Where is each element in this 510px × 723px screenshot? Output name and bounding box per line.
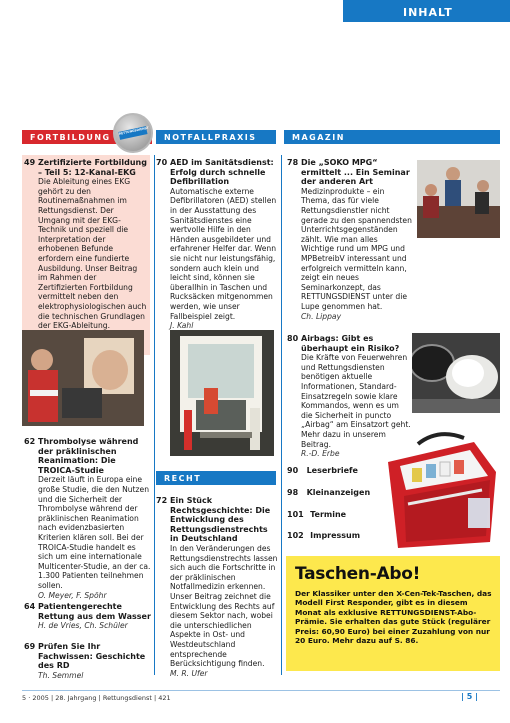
section-label-fortbildung: FORTBILDUNG (22, 130, 152, 144)
toc-entry-101[interactable] (287, 510, 387, 520)
page-number: 78 (287, 158, 299, 167)
page-number: 101 (287, 510, 304, 519)
toc-entry-64[interactable] (24, 602, 152, 631)
ekg-photo-art (22, 330, 144, 426)
entry-author: M. R. Ufer (170, 668, 208, 678)
page-number: 64 (24, 602, 36, 611)
entry-title: Leserbriefe (306, 466, 358, 475)
toc-entry-72[interactable] (156, 496, 278, 678)
entry-author: Ch. Lippay (301, 311, 342, 321)
airbag-photo (412, 333, 500, 413)
entry-title: Die „SOKO MPG“ ermittelt ... Ein Seminar der anderen Art (301, 158, 410, 187)
entry-title: Patientengerechte Rettung aus dem Wasser (38, 602, 151, 621)
page-number: 90 (287, 466, 299, 475)
toc-entry-49[interactable] (24, 158, 148, 340)
page-number: 62 (24, 437, 36, 446)
entry-title: Termine (310, 510, 347, 519)
entry-title: Prüfen Sie Ihr Fachwissen: Geschichte des RD (38, 642, 146, 671)
entry-text: Medizinprodukte – ein Thema, das für viele Rettungsdienstler nicht gerade zu den spannendsten Unterrichtsgegenständen zählt. Wie man alles Wichtige rund um MPG und MPBetreibV interessant und erfolgreich vermitteln kann, zeigt ein neues Seminarkonzept, das RETTUNGSDIENST unter die Lupe genommen hat. (301, 186, 412, 311)
toc-entry-70[interactable] (156, 158, 278, 331)
section-label-recht: RECHT (156, 471, 276, 485)
abo-text: Der Klassiker unter den X-Cen-Tek-Taschen, das Modell First Responder, gibt es in diesem Monat als exklusive RETTUNGSDIENST-Abo-Prämie. Sie erhalten das gute Stück (regulärer Preis: 60,90 Euro) bei einer Zuzahlung von nur 20 Euro. Mehr dazu auf S. 86. (295, 589, 492, 646)
page-number: 49 (24, 158, 36, 167)
entry-title: Ein Stück Rechtsgeschichte: Die Entwicklung des Rettungsdienstrechts in Deutschland (170, 496, 271, 544)
footer-rule (22, 690, 500, 691)
ambulance-photo (170, 330, 274, 456)
red-bag-art (378, 432, 500, 552)
ekg-photo (22, 330, 144, 426)
toc-entry-98[interactable] (287, 488, 387, 498)
ambulance-photo-art (170, 330, 274, 456)
entry-author: R.-D. Erbe (301, 449, 340, 459)
entry-title: Zertifizierte Fortbildung – Teil 5: 12-Kanal-EKG (38, 158, 147, 177)
entry-author: O. Meyer, F. Spöhr (38, 590, 107, 600)
entry-title: Kleinanzeigen (306, 488, 371, 497)
page-number: 72 (156, 496, 168, 505)
entry-text: Derzeit läuft in Europa eine große Studie, die den Nutzen und die Sicherheit der Thrombolyse während der präklinischen Reanimation nach evidenzbasierten Kriterien klären soll. Bei der TROICA-Studie handelt es sich um eine internationale Multicenter-Studie, an der ca. 1.300 Patienten teilnehmen sollen. (38, 475, 151, 590)
inhalt-tab: INHALT (343, 0, 510, 22)
entry-text: In den Veränderungen des Rettungsdienstrechts lassen sich auch die Fortschritte in der präklinischen Notfallmedizin erkennen. Unser Beitrag zeichnet die Entwicklung des Rechts auf diesem Sektor nach, wobei die unterschiedlichen Aspekte in Ost- und Westdeutschland entsprechende Berücksichtigung finden. (170, 543, 278, 669)
toc-entry-90[interactable] (287, 466, 387, 476)
page-number: 70 (156, 158, 168, 167)
page-number: 80 (287, 334, 299, 343)
entry-title: AED im Sanitätsdienst: Erfolg durch schnelle Defibrillation (170, 158, 274, 187)
seal-label: RETTUNGSDIENST (118, 126, 147, 140)
rettungsdienst-seal (113, 113, 153, 153)
entry-author: H. de Vries, Ch. Schüler (38, 621, 128, 631)
entry-text: Die Kräfte von Feuerwehren und Rettungsdiensten benötigen aktuelle Informationen, Standard-Einsatzregeln sowie klare Kommandos, wenn es um die Sicherheit in puncto „Airbag“ am Einsatzort geht. Mehr dazu in unserem Beitrag. (301, 353, 411, 449)
airbag-photo-art (412, 333, 500, 413)
page-number: 102 (287, 531, 304, 540)
red-bag-photo (378, 432, 500, 552)
entry-title: Airbags: Gibt es überhaupt ein Risiko? (301, 334, 400, 353)
section-label-notfallpraxis: NOTFALLPRAXIS (156, 130, 276, 144)
footer-issue-info: 5 · 2005 | 28. Jahrgang | Rettungsdienst | 421 (22, 694, 171, 702)
entry-title: Impressum (310, 531, 361, 540)
toc-entry-69[interactable] (24, 642, 152, 680)
abo-promo-box[interactable] (286, 556, 500, 671)
entry-text: Die Ableitung eines EKG gehört zu den Routinemaßnahmen im Rettungsdienst. Der Umgang mit der EKG-Technik und speziell die Interpretation der erhobenen Befunde erfordern eine fundierte Ausbildung. Unser Beitrag im Rahmen der Zertifizierten Fortbildung vermittelt neben den elektrophysiologischen auch die technischen Grundlagen der EKG-Ableitung. (38, 177, 147, 331)
section-notfallpraxis (156, 130, 276, 144)
page-number-footer: | 5 | (461, 692, 478, 701)
toc-entry-62[interactable] (24, 437, 152, 600)
seminar-photo-art (417, 160, 500, 238)
entry-author: Th. Semmel (38, 670, 84, 680)
divider-right (281, 155, 282, 675)
section-recht (156, 471, 276, 485)
toc-entry-102[interactable] (287, 531, 387, 541)
section-magazin (284, 130, 500, 144)
section-label-magazin: MAGAZIN (284, 130, 500, 144)
divider-left (154, 155, 155, 675)
entry-title: Thrombolyse während der präklinischen Reanimation: Die TROICA-Studie (38, 437, 139, 475)
toc-entry-78[interactable] (287, 158, 413, 321)
page-number: 69 (24, 642, 36, 651)
seminar-photo (417, 160, 500, 238)
abo-title: Taschen-Abo! (295, 564, 421, 584)
entry-author: J. Kahl (170, 321, 194, 331)
entry-text: Automatische externe Defibrillatoren (AED) stellen in der Ausstattung des Sanitätsdienstes eine wertvolle Hilfe in den Händen ausgebildeter und erfahrener Helfer dar. Wenn sie nicht nur leistungsfähig, sondern auch klein und leicht sind, können sie überallhin in Taschen und Rucksäcken mitgenommen werden, wie unser Fallbeispiel zeigt. (170, 186, 277, 321)
page-number: 98 (287, 488, 299, 497)
